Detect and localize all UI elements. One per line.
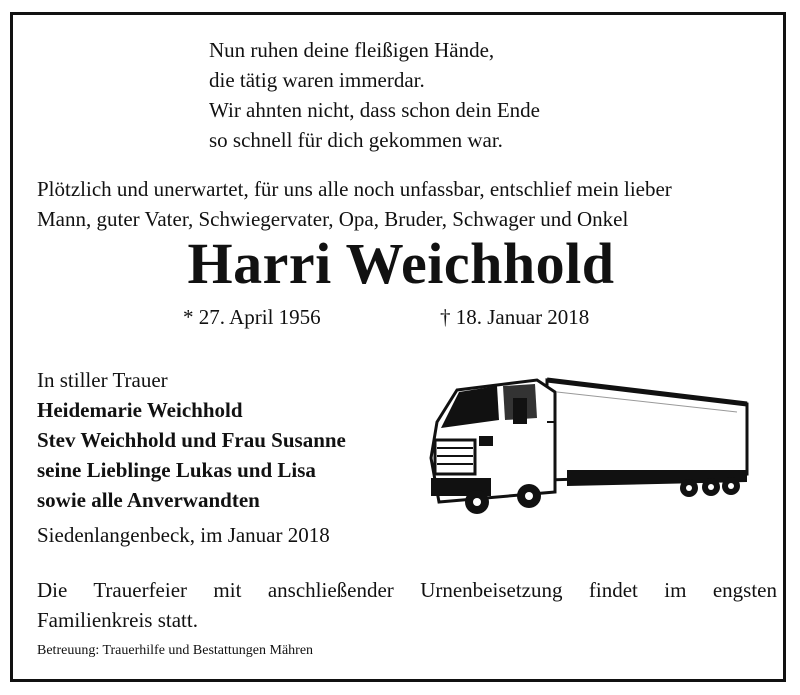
truck-illustration (417, 362, 757, 522)
mourning-heading: In stiller Trauer (37, 368, 168, 392)
death-date: † 18. Januar 2018 (440, 305, 590, 329)
funeral-ceremony-text (37, 575, 777, 635)
poem-line: die tätig waren immerdar. (209, 68, 425, 92)
poem-line: Wir ahnten nicht, dass schon dein Ende (209, 98, 540, 122)
deceased-name: Harri Weichhold (187, 231, 615, 296)
mourners-list (37, 365, 346, 515)
intro-line: Mann, guter Vater, Schwiegervater, Opa, Bruder, Schwager und Onkel (37, 207, 629, 231)
death-announcement-text (37, 174, 767, 234)
memorial-poem (209, 35, 540, 155)
poem-line: Nun ruhen deine fleißigen Hände, (209, 38, 495, 62)
ceremony-line: Familienkreis statt. (37, 608, 198, 632)
birth-date: * 27. April 1956 (183, 305, 321, 329)
place-and-date: Siedenlangenbeck, im Januar 2018 (37, 523, 330, 547)
obituary-notice (10, 12, 786, 682)
mourner-name: sowie alle Anverwandten (37, 488, 260, 512)
intro-line: Plötzlich und unerwartet, für uns alle noch unfassbar, entschlief mein lieber (37, 177, 672, 201)
mourner-name: Heidemarie Weichhold (37, 398, 243, 422)
funeral-home-credit: Betreuung: Trauerhilfe und Bestattungen Mähren (37, 643, 314, 658)
mourner-name: seine Lieblinge Lukas und Lisa (37, 458, 316, 482)
mourner-name: Stev Weichhold und Frau Susanne (37, 428, 346, 452)
ceremony-line: Die Trauerfeier mit anschließender Urnenbeisetzung findet im engsten (37, 578, 777, 602)
poem-line: so schnell für dich gekommen war. (209, 128, 503, 152)
